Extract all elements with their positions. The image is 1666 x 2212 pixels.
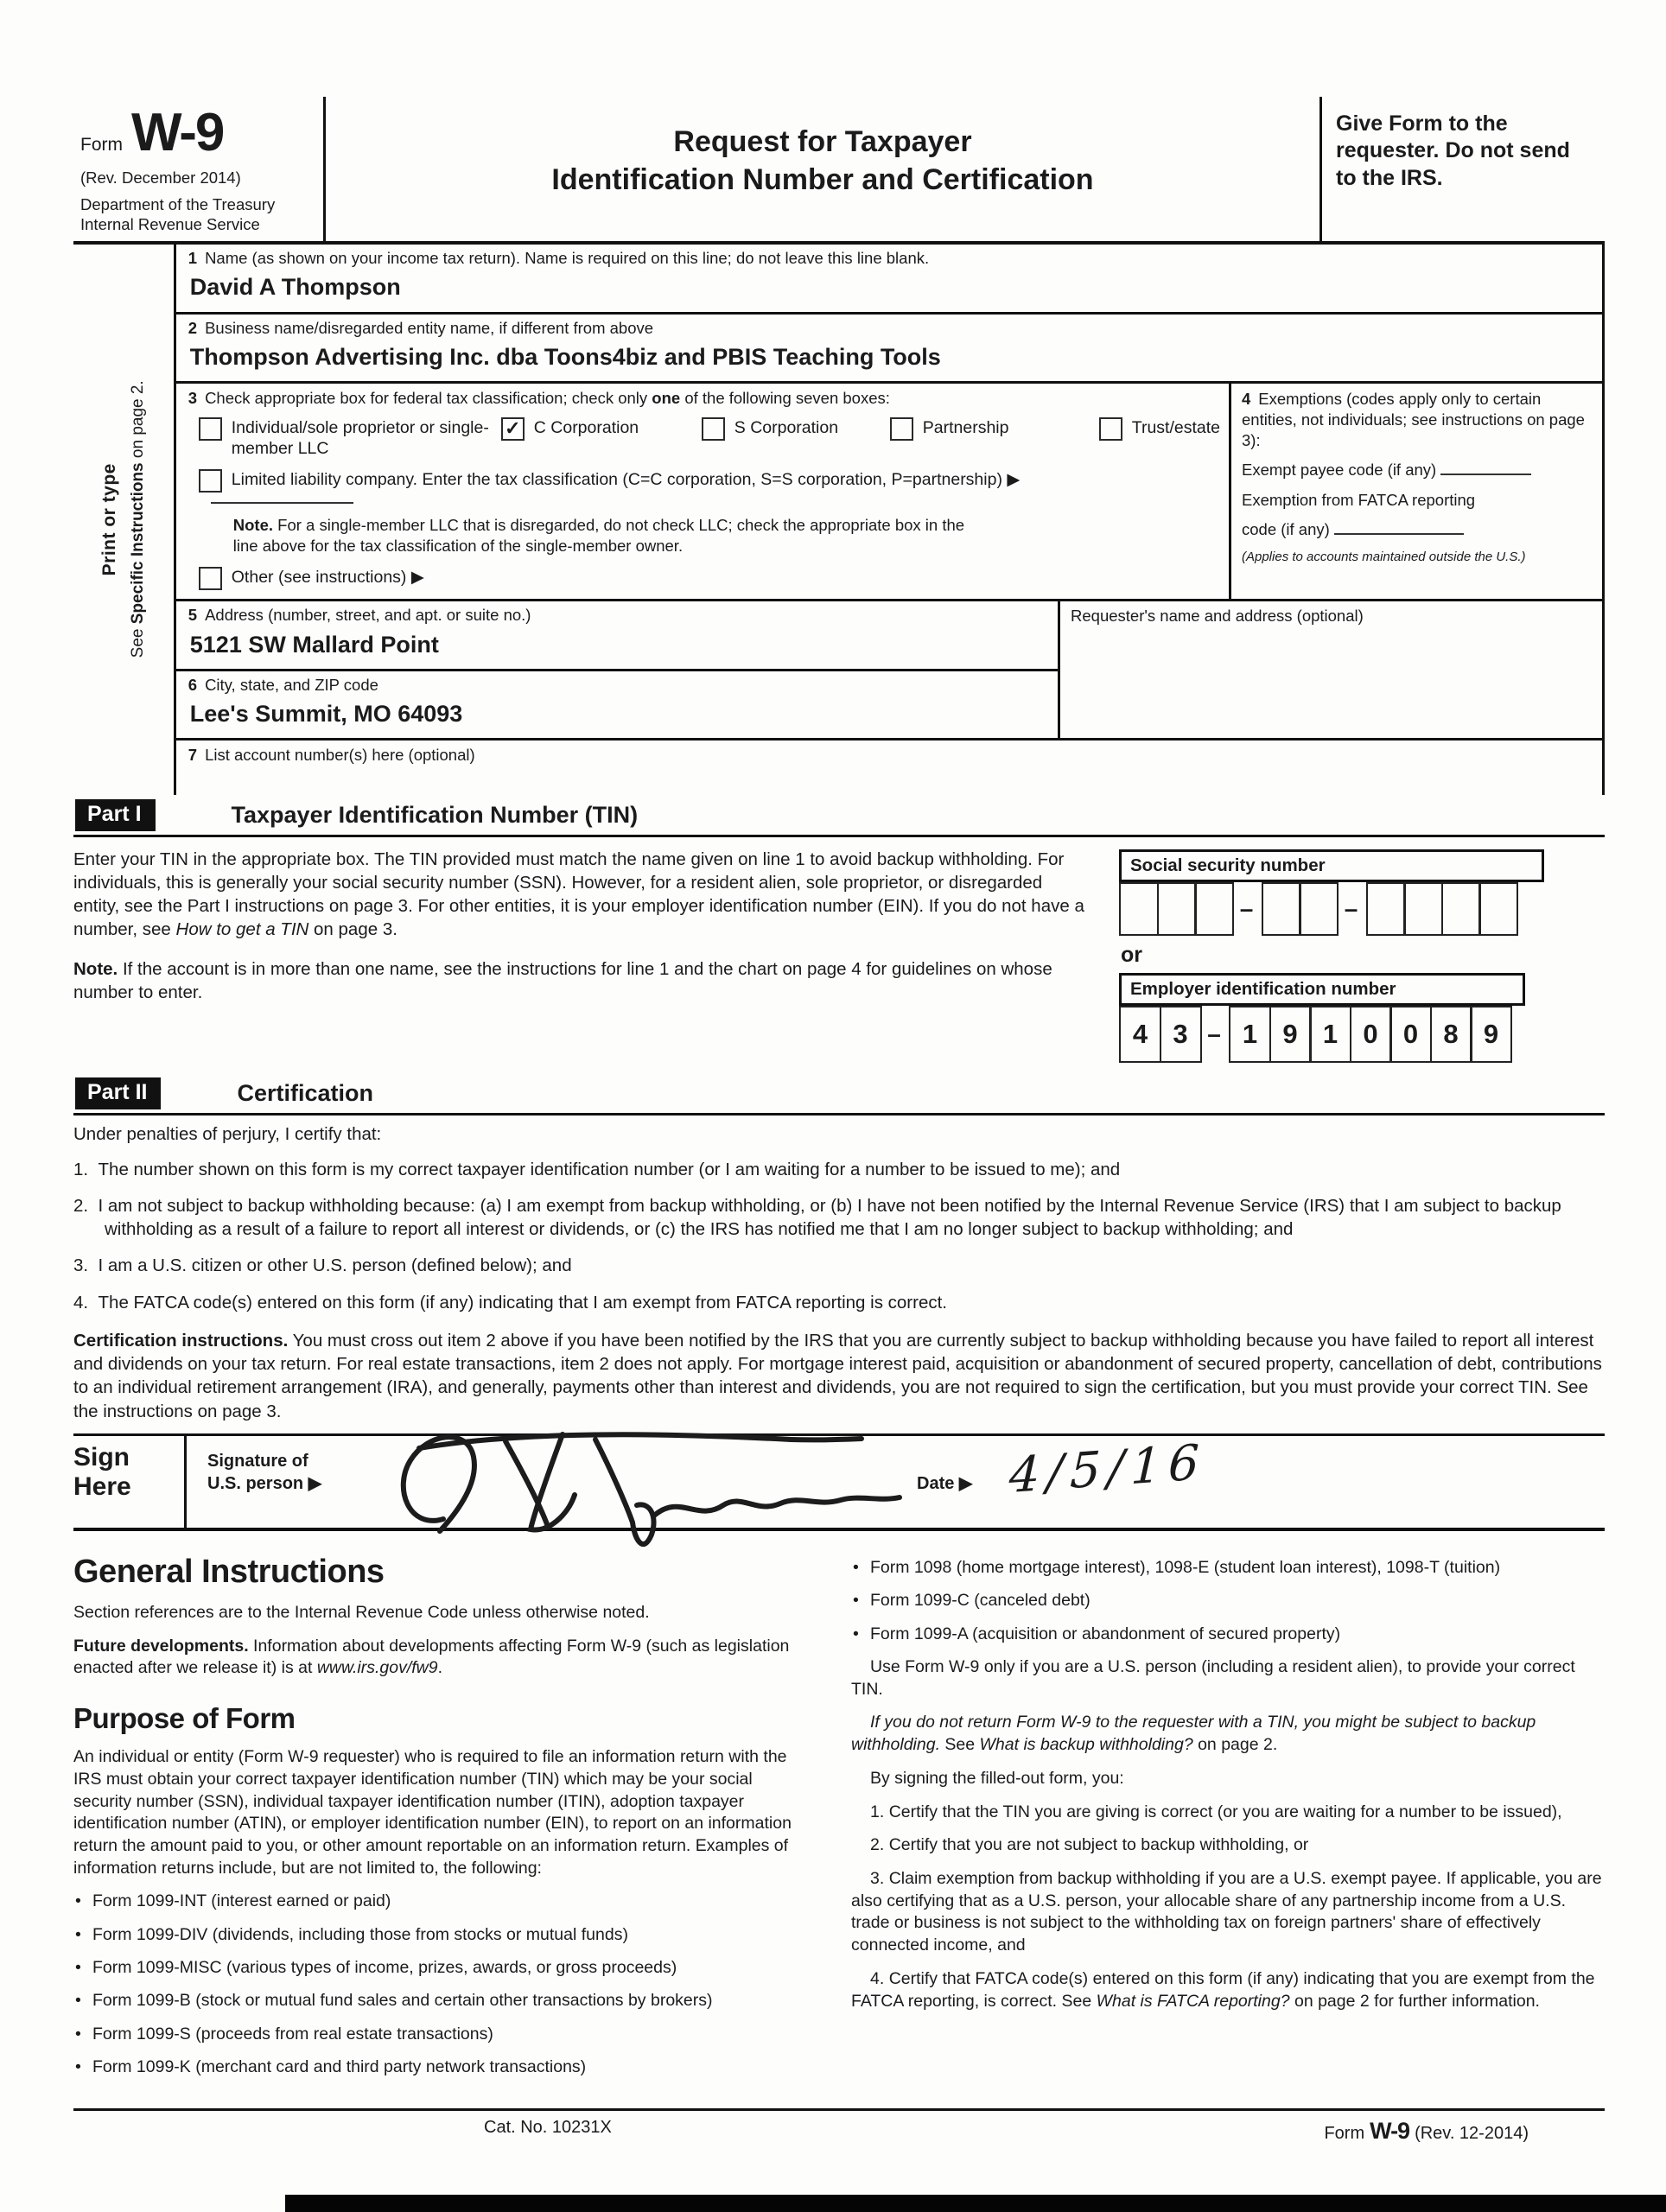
certification-item-2: 2. I am not subject to backup withholding because: (a) I am exempt from backup withholding, or (b) I have not been notified by the Internal Revenue Service (IRS) that I am subject to backup withholding as a result of a failure to report all interest or dividends, or (c) the IRS has notified me that I am no longer subject to backup withholding; and [73, 1195, 1561, 1240]
ssn-cells [1119, 882, 1605, 936]
irs-label: Internal Revenue Service [80, 215, 260, 234]
form-word: Form [80, 135, 123, 155]
requester-box[interactable] [1058, 601, 1602, 738]
print-or-type-label: Print or type [99, 463, 119, 576]
ein-digit-cell[interactable]: 9 [1470, 1006, 1512, 1063]
certification-item-3: 3. I am a U.S. citizen or other U.S. person (defined below); and [73, 1255, 572, 1276]
checkbox-c-corporation[interactable]: ✓ C Corporation [501, 417, 702, 460]
checkbox-individual-sole-proprietor[interactable]: Individual/sole proprietor or single-member LLC [199, 417, 501, 460]
ein-digit-cell[interactable]: 3 [1160, 1006, 1202, 1063]
address-field-value[interactable]: 5121 SW Mallard Point [189, 631, 439, 658]
backup-withholding-paragraph: If you do not return Form W-9 to the requester with a TIN, you might be subject to backup withholding. See What is backup withholding? on page 2. [851, 1713, 1536, 1755]
form-id-block [73, 97, 326, 241]
ssn-digit-cell[interactable] [1403, 882, 1443, 936]
city-state-zip-field-value[interactable]: Lee's Summit, MO 64093 [189, 701, 463, 728]
part1-title: Taxpayer Identification Number (TIN) [231, 801, 639, 828]
checkbox-llc[interactable]: Limited liability company. Enter the tax classification (C=C corporation, S=S corporation, P=partnership) ▶ [199, 469, 1220, 493]
name-field-value[interactable]: David A Thompson [189, 274, 401, 301]
fatca-code-write-in[interactable] [1334, 530, 1464, 535]
checkbox-other[interactable]: Other (see instructions) ▶ [199, 567, 1220, 590]
ssn-digit-cell[interactable] [1194, 882, 1234, 936]
date-field-value[interactable]: 4/5/16 [1008, 1433, 1208, 1504]
form-sheet [73, 97, 1605, 2145]
bullet-1099-k: • Form 1099-K (merchant card and third party network transactions) [73, 2056, 801, 2078]
general-instructions-heading: General Instructions [73, 1553, 385, 1590]
exemptions-box: 4 Exemptions (codes apply only to certain entities, not individuals; see instructions on page 3): Exempt payee code (if any) Exemption from FATCA reporting code (if any) (Applies to accounts maintained outside the U.S.) [1229, 384, 1602, 599]
ein-digit-cell[interactable]: 1 [1309, 1006, 1351, 1063]
checkbox-trust-estate[interactable]: Trust/estate [1099, 417, 1220, 460]
catalog-number: Cat. No. 10231X [484, 2117, 612, 2137]
future-developments-paragraph: Future developments. Information about developments affecting Form W-9 (such as legislation enacted after we release it) is at www.irs.gov/fw9. [73, 1636, 790, 1678]
part1-bar [73, 797, 1605, 837]
part1-badge: Part I [75, 799, 156, 831]
bullet-1098: • Form 1098 (home mortgage interest), 1098-E (student loan interest), 1098-T (tuition) [851, 1557, 1605, 1579]
signature-field[interactable] [367, 1436, 886, 1528]
or-label: or [1121, 942, 1142, 967]
line3-number: 3 [188, 389, 198, 408]
footer-form-word: Form [1324, 2123, 1365, 2143]
tin-instructions-paragraph: Enter your TIN in the appropriate box. The TIN provided must match the name given on line 1 to avoid backup withholding. For individuals, this is generally your social security number (SSN). However, for a resident alien, sole proprietor, or disregarded entity, see the Part I instructions on page 3. For other entities, it is your employer identification number (EIN). If you do not have a number, see How to get a TIN on page 3. [73, 849, 1084, 940]
checkbox-s-corporation[interactable]: S Corporation [702, 417, 890, 460]
part2-bar [73, 1075, 1605, 1116]
business-name-field-value[interactable]: Thompson Advertising Inc. dba Toons4biz and PBIS Teaching Tools [189, 343, 941, 370]
address-rows [176, 601, 1602, 741]
give-form-notice: Give Form to the requester. Do not send to the IRS. [1319, 97, 1605, 241]
scan-edge-artifact [285, 2195, 1666, 2212]
form-title: Request for Taxpayer Identification Number and Certification [551, 125, 1094, 197]
line2-label: Business name/disregarded entity name, if different from above [205, 318, 654, 337]
line1-name-row [176, 245, 1602, 315]
certification-item-1: 1. The number shown on this form is my correct taxpayer identification number (or I am waiting for a number to be issued to me); and [73, 1159, 1121, 1179]
ein-cells [1119, 1006, 1605, 1063]
llc-note: Note. For a single-member LLC that is disregarded, do not check LLC; check the appropriate box in the line above for the tax classification of the single-member owner. [232, 516, 965, 556]
exempt-payee-label: Exempt payee code (if any) [1242, 461, 1437, 480]
form-number: W-9 [131, 103, 224, 162]
checkbox-box[interactable] [1099, 417, 1122, 441]
ssn-digit-cell[interactable] [1157, 882, 1197, 936]
ssn-digit-cell[interactable] [1441, 882, 1481, 936]
ssn-digit-cell[interactable] [1119, 882, 1159, 936]
ssn-dash: – [1239, 894, 1254, 922]
line5-label: Address (number, street, and apt. or suite no.) [205, 606, 531, 625]
bullet-1099-c: • Form 1099-C (canceled debt) [851, 1590, 1605, 1611]
checkbox-box[interactable] [199, 567, 222, 590]
line2-business-row [176, 315, 1602, 385]
signing-item-4: 4. Certify that FATCA code(s) entered on this form (if any) indicating that you are exempt from the FATCA reporting, is correct. See What is FATCA reporting? on page 2 for further information. [851, 1968, 1595, 2011]
line7-label: List account number(s) here (optional) [205, 746, 475, 765]
line1-number: 1 [188, 249, 198, 268]
certification-intro: Under penalties of perjury, I certify that: [73, 1123, 382, 1144]
by-signing-paragraph: By signing the filled-out form, you: [870, 1768, 1124, 1788]
checkbox-box[interactable] [199, 417, 222, 441]
bullet-1099-int: • Form 1099-INT (interest earned or paid) [73, 1891, 801, 1912]
part2-badge: Part II [75, 1077, 161, 1109]
use-form-paragraph: Use Form W-9 only if you are a U.S. person (including a resident alien), to provide your correct TIN. [851, 1656, 1575, 1699]
ssn-dash: – [1344, 894, 1358, 922]
bullet-1099-div: • Form 1099-DIV (dividends, including those from stocks or mutual funds) [73, 1924, 801, 1946]
line6-label: City, state, and ZIP code [205, 675, 378, 694]
tin-boxes-column [1119, 848, 1605, 1063]
certification-instructions: Certification instructions. You must cross out item 2 above if you have been notified by the IRS that you are currently subject to backup withholding because you have failed to report all interest and dividends on your tax return. For real estate transactions, item 2 does not apply. For mortgage interest paid, acquisition or abandonment of secured property, cancellation of debt, contributions to an individual retirement arrangement (IRA), and generally, payments other than interest and dividends, you are not required to sign the certification, but you must provide your correct TIN. See the instructions on page 3. [73, 1330, 1602, 1421]
fatca-code-label: code (if any) [1242, 519, 1330, 538]
exempt-payee-write-in[interactable] [1440, 470, 1531, 475]
signature-of-label: Signature of U.S. person ▶ [184, 1436, 367, 1528]
handwritten-signature [376, 1422, 912, 1560]
bullet-1099-s: • Form 1099-S (proceeds from real estate transactions) [73, 2024, 801, 2045]
purpose-of-form-heading: Purpose of Form [73, 1702, 296, 1735]
checkbox-box[interactable] [199, 469, 222, 493]
line5-address-row: 5 Address (number, street, and apt. or suite no.) 5121 SW Mallard Point [176, 601, 1058, 671]
part1-body [73, 848, 1605, 1063]
footer-form-number: W-9 [1370, 2117, 1410, 2144]
ein-digit-cell[interactable]: 0 [1350, 1006, 1392, 1063]
ssn-digit-cell[interactable] [1366, 882, 1406, 936]
certification-item-4: 4. The FATCA code(s) entered on this form (if any) indicating that I am exempt from FATCA reporting is correct. [73, 1292, 947, 1313]
form-revision: (Rev. December 2014) [80, 168, 241, 187]
ein-digit-cell[interactable]: 8 [1430, 1006, 1472, 1063]
ssn-digit-cell[interactable] [1478, 882, 1518, 936]
sidebar-vertical-text [73, 245, 174, 794]
line1-label: Name (as shown on your income tax return). Name is required on this line; do not leave this line blank. [205, 249, 930, 268]
fields-block [73, 241, 1605, 794]
sign-here-label: Sign Here [73, 1442, 131, 1502]
form-footer [73, 2108, 1605, 2145]
bullet-1099-a: • Form 1099-A (acquisition or abandonment of secured property) [851, 1624, 1605, 1645]
llc-classification-write-in[interactable] [211, 499, 353, 504]
ssn-digit-cell[interactable] [1299, 882, 1339, 936]
signing-item-2: 2. Certify that you are not subject to backup withholding, or [870, 1835, 1309, 1855]
checkbox-box-checked[interactable]: ✓ [501, 417, 525, 441]
signature-block [73, 1433, 1605, 1531]
see-instructions-label: See Specific Instructions on page 2. [128, 380, 147, 658]
ssn-box-label: Social security number [1119, 849, 1544, 882]
requester-label: Requester's name and address (optional) [1071, 607, 1364, 626]
department-label: Department of the Treasury [80, 195, 276, 213]
line6-city-row: 6 City, state, and ZIP code Lee's Summit, MO 64093 [176, 671, 1058, 739]
fatca-exemption-label: Exemption from FATCA reporting [1242, 490, 1476, 509]
checkbox-box[interactable] [890, 417, 913, 441]
signing-item-1: 1. Certify that the TIN you are giving is correct (or you are waiting for a number to be issued), [870, 1802, 1562, 1821]
line2-number: 2 [188, 318, 198, 337]
exemptions-title: Exemptions (codes apply only to certain entities, not individuals; see instructions on page 3): [1242, 390, 1585, 450]
line3-classification-row: 3 Check appropriate box for federal tax classification; check only one of the following seven boxes: Individual/sole proprietor or single-member LLC ✓ C Corporation S Corporation Partnership Trust/estate Limited liability company. Enter the tax classification (C=C corporation, S=S corporation, P=partnership) ▶ Note. For a single-member LLC that is disregarded, do not check LLC; check the appropriate box in the line above for the tax classification of the single-member owner. Other (see instructions) ▶ 4 Exemptions (codes apply only to certain entities, not individuals; see instructions on page 3): Exempt payee code (if any) Exemption from FATCA reporting code (if any) (Applies to accounts maintained outside the U.S.) [176, 384, 1602, 601]
form-header [73, 97, 1605, 241]
ein-digit-cell[interactable]: 9 [1269, 1006, 1312, 1063]
tin-note-paragraph: Note. If the account is in more than one name, see the instructions for line 1 and the chart on page 4 for guidelines on whose number to enter. [73, 958, 1052, 1002]
checkbox-partnership[interactable]: Partnership [890, 417, 1099, 460]
ein-dash: – [1207, 1020, 1221, 1047]
ein-digit-cell[interactable]: 4 [1119, 1006, 1161, 1063]
general-instructions [73, 1554, 1605, 2079]
line7-account-row[interactable]: 7 List account number(s) here (optional) [188, 746, 475, 765]
ssn-digit-cell[interactable] [1262, 882, 1301, 936]
ein-digit-cell[interactable]: 1 [1229, 1006, 1271, 1063]
checkbox-box[interactable] [702, 417, 725, 441]
footer-revision: (Rev. 12-2014) [1415, 2123, 1529, 2143]
signing-item-3: 3. Claim exemption from backup withholding if you are a U.S. exempt payee. If applicable, you are also certifying that as a U.S. person, your allocable share of any partnership income from a U.S. trade or business is not subject to the withholding tax on foreign partners' share of effectively connected income, and [851, 1869, 1602, 1955]
date-label: Date ▶ [917, 1473, 973, 1493]
bullet-1099-b: • Form 1099-B (stock or mutual fund sales and certain other transactions by brokers) [73, 1990, 801, 2012]
part2-title: Certification [237, 1079, 374, 1106]
purpose-of-form-paragraph: An individual or entity (Form W-9 requester) who is required to file an information return with the IRS must obtain your correct taxpayer identification number (TIN) which may be your social security number (SSN), individual taxpayer identification number (ITIN), adoption taxpayer identification number (ATIN), or employer identification number (EIN), to report on an information return the amount paid to you, or other amount reportable on an information return. Examples of information returns include, but are not limited to, the following: [73, 1747, 792, 1878]
ein-digit-cell[interactable]: 0 [1389, 1006, 1432, 1063]
bullet-1099-misc: • Form 1099-MISC (various types of income, prizes, awards, or gross proceeds) [73, 1957, 801, 1979]
ein-box-label: Employer identification number [1119, 973, 1525, 1006]
applies-note: (Applies to accounts maintained outside the U.S.) [1242, 549, 1526, 564]
section-references-paragraph: Section references are to the Internal Revenue Code unless otherwise noted. [73, 1602, 650, 1622]
